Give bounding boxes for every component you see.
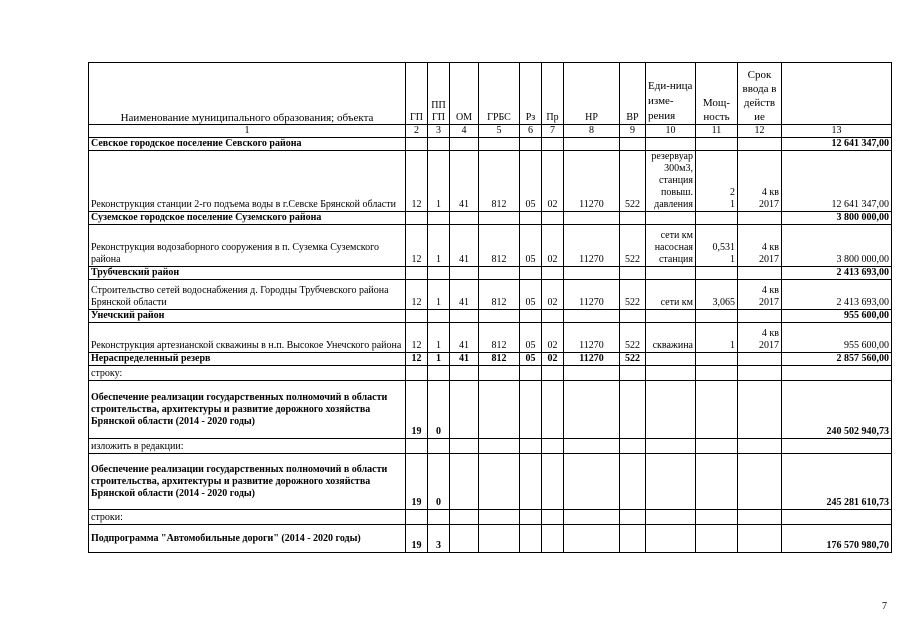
cell-vr: 522 xyxy=(620,151,646,212)
cell-grbs: 812 xyxy=(479,151,520,212)
cell-gp: 19 xyxy=(406,525,428,553)
header-unit: Еди-ница изме-рения xyxy=(646,63,696,125)
object-row xyxy=(89,280,892,310)
col-num: 11 xyxy=(696,125,738,138)
cell-unit: сети км насосная станция xyxy=(646,225,696,267)
col-num: 5 xyxy=(479,125,520,138)
cell-rz: 05 xyxy=(520,280,542,310)
cell-power: 1 xyxy=(696,323,738,353)
cell-unit: сети км xyxy=(646,280,696,310)
cell-rz: 05 xyxy=(520,353,542,366)
cell-pp: 1 xyxy=(428,225,450,267)
group-amount: 2 413 693,00 xyxy=(782,267,892,280)
cell-gp: 12 xyxy=(406,323,428,353)
cell-grbs: 812 xyxy=(479,323,520,353)
group-row xyxy=(89,310,892,323)
cell-gp: 12 xyxy=(406,280,428,310)
group-name: Трубчевский район xyxy=(89,267,406,280)
cell-vr: 522 xyxy=(620,280,646,310)
cell-rz: 05 xyxy=(520,151,542,212)
col-num: 13 xyxy=(782,125,892,138)
col-num: 9 xyxy=(620,125,646,138)
cell-gp: 19 xyxy=(406,454,428,510)
object-name: Реконструкция водозаборного сооружения в п. Суземка Суземского района xyxy=(89,225,406,267)
cell-vr: 522 xyxy=(620,353,646,366)
cell-om: 41 xyxy=(450,353,479,366)
header-vr: ВР xyxy=(620,63,646,125)
reserve-amount: 2 857 560,00 xyxy=(782,353,892,366)
cell-pr: 02 xyxy=(542,225,564,267)
cell-term: 4 кв 2017 xyxy=(738,151,782,212)
cell-pp: 1 xyxy=(428,151,450,212)
object-name: Реконструкция станции 2-го подъема воды в г.Севске Брянской области xyxy=(89,151,406,212)
budget-table xyxy=(88,62,892,553)
cell-pp: 3 xyxy=(428,525,450,553)
program-amount: 245 281 610,73 xyxy=(782,454,892,510)
cell-power: 3,065 xyxy=(696,280,738,310)
cell-pp: 1 xyxy=(428,280,450,310)
cell-term: 4 кв 2017 xyxy=(738,323,782,353)
program-name: Обеспечение реализации государственных полномочий в области строительства, архитектуры и развитие дорожного хозяйства Брянской области (2014 - 2020 годы) xyxy=(89,381,406,439)
group-row xyxy=(89,138,892,151)
cell-np: 11270 xyxy=(564,280,620,310)
header-gp: ГП xyxy=(406,63,428,125)
section-label: изложить в редакции: xyxy=(89,439,406,454)
cell-gp: 12 xyxy=(406,151,428,212)
cell-rz: 05 xyxy=(520,225,542,267)
col-num: 12 xyxy=(738,125,782,138)
col-num: 7 xyxy=(542,125,564,138)
section-label: строку: xyxy=(89,366,406,381)
reserve-row xyxy=(89,353,892,366)
group-amount: 3 800 000,00 xyxy=(782,212,892,225)
cell-om: 41 xyxy=(450,225,479,267)
cell-unit: резервуар 300м3, станция повыш. давления xyxy=(646,151,696,212)
header-np: НР xyxy=(564,63,620,125)
header-pp-gp: ПП ГП xyxy=(428,63,450,125)
group-row xyxy=(89,212,892,225)
cell-pr: 02 xyxy=(542,280,564,310)
cell-grbs: 812 xyxy=(479,225,520,267)
program-row xyxy=(89,454,892,510)
header-row xyxy=(89,63,892,125)
header-rz: Рз xyxy=(520,63,542,125)
object-name: Реконструкция артезианской скважины в н.п. Высокое Унечского района xyxy=(89,323,406,353)
cell-amount: 3 800 000,00 xyxy=(782,225,892,267)
header-name: Наименование муниципального образования; объекта xyxy=(89,63,406,125)
cell-term: 4 кв 2017 xyxy=(738,225,782,267)
cell-rz: 05 xyxy=(520,323,542,353)
header-grbs: ГРБС xyxy=(479,63,520,125)
col-num: 6 xyxy=(520,125,542,138)
header-col13 xyxy=(782,63,892,125)
column-numbers-row xyxy=(89,125,892,138)
section-label: строки: xyxy=(89,510,406,525)
col-num: 4 xyxy=(450,125,479,138)
cell-amount: 12 641 347,00 xyxy=(782,151,892,212)
header-term: Срок ввода в действ ие xyxy=(738,63,782,125)
cell-np: 11270 xyxy=(564,225,620,267)
object-name: Строительство сетей водоснабжения д. Городцы Трубчевского района Брянской области xyxy=(89,280,406,310)
cell-grbs: 812 xyxy=(479,280,520,310)
cell-pp: 0 xyxy=(428,381,450,439)
cell-pr: 02 xyxy=(542,151,564,212)
cell-amount: 2 413 693,00 xyxy=(782,280,892,310)
group-amount: 12 641 347,00 xyxy=(782,138,892,151)
subprogram-name: Подпрограмма "Автомобильные дороги" (2014 - 2020 годы) xyxy=(89,525,406,553)
cell-gp: 19 xyxy=(406,381,428,439)
subprogram-amount: 176 570 980,70 xyxy=(782,525,892,553)
header-power: Мощ-ность xyxy=(696,63,738,125)
cell-pp: 1 xyxy=(428,353,450,366)
group-amount: 955 600,00 xyxy=(782,310,892,323)
section-row xyxy=(89,510,892,525)
group-row xyxy=(89,267,892,280)
cell-np: 11270 xyxy=(564,353,620,366)
cell-pp: 0 xyxy=(428,454,450,510)
program-name: Обеспечение реализации государственных полномочий в области строительства, архитектуры и развитие дорожного хозяйства Брянской области (2014 - 2020 годы) xyxy=(89,454,406,510)
cell-om: 41 xyxy=(450,151,479,212)
cell-power: 0,531 1 xyxy=(696,225,738,267)
cell-np: 11270 xyxy=(564,323,620,353)
program-amount: 240 502 940,73 xyxy=(782,381,892,439)
cell-gp: 12 xyxy=(406,353,428,366)
cell-amount: 955 600,00 xyxy=(782,323,892,353)
cell-vr: 522 xyxy=(620,323,646,353)
col-num: 8 xyxy=(564,125,620,138)
cell-gp: 12 xyxy=(406,225,428,267)
group-name: Севское городское поселение Севского района xyxy=(89,138,406,151)
col-num: 2 xyxy=(406,125,428,138)
cell-vr: 522 xyxy=(620,225,646,267)
object-row xyxy=(89,323,892,353)
header-om: ОМ xyxy=(450,63,479,125)
subprogram-row xyxy=(89,525,892,553)
cell-pp: 1 xyxy=(428,323,450,353)
header-pr: Пр xyxy=(542,63,564,125)
col-num: 3 xyxy=(428,125,450,138)
cell-term: 4 кв 2017 xyxy=(738,280,782,310)
object-row xyxy=(89,151,892,212)
cell-np: 11270 xyxy=(564,151,620,212)
group-name: Суземское городское поселение Суземского района xyxy=(89,212,406,225)
cell-om: 41 xyxy=(450,323,479,353)
program-row xyxy=(89,381,892,439)
col-num: 1 xyxy=(89,125,406,138)
group-name: Унечский район xyxy=(89,310,406,323)
section-row xyxy=(89,366,892,381)
cell-grbs: 812 xyxy=(479,353,520,366)
cell-power: 2 1 xyxy=(696,151,738,212)
page-number: 7 xyxy=(882,601,887,612)
cell-unit: скважина xyxy=(646,323,696,353)
col-num: 10 xyxy=(646,125,696,138)
object-row xyxy=(89,225,892,267)
section-row xyxy=(89,439,892,454)
cell-om: 41 xyxy=(450,280,479,310)
cell-pr: 02 xyxy=(542,353,564,366)
cell-pr: 02 xyxy=(542,323,564,353)
reserve-name: Нераспределенный резерв xyxy=(89,353,406,366)
